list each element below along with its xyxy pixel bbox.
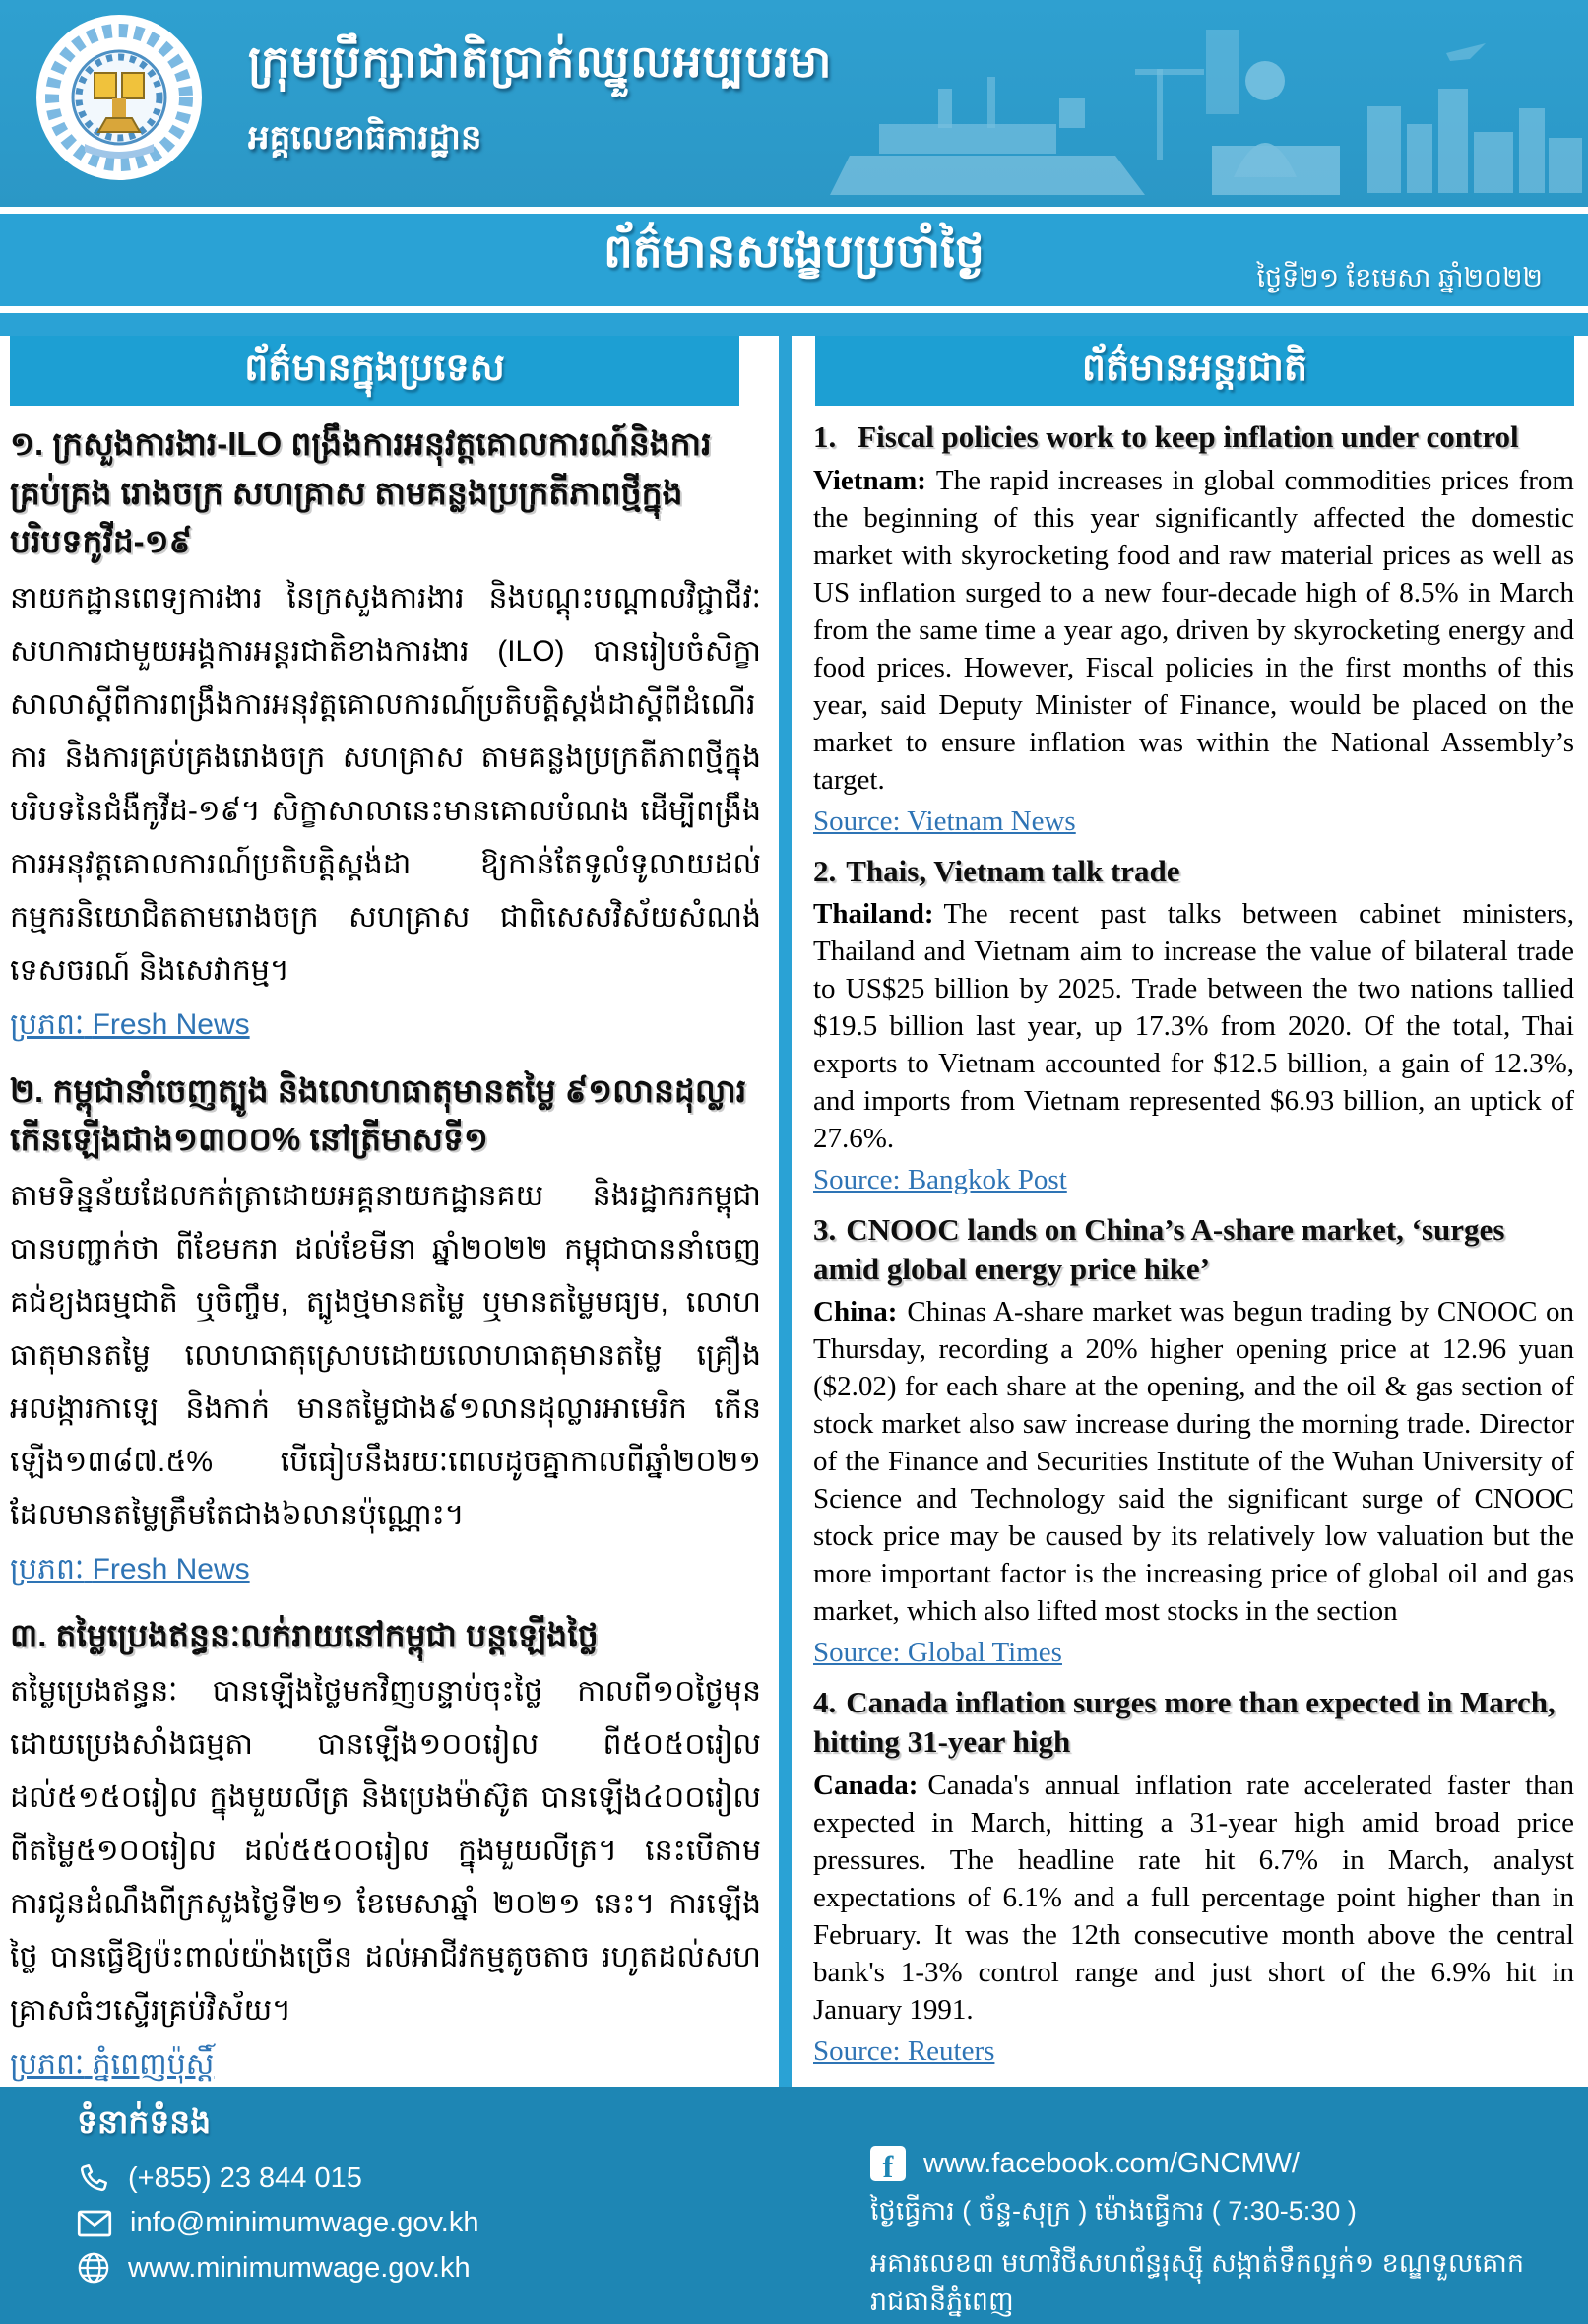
international-column-header: ព័ត៌មានអន្តរជាតិ <box>815 336 1574 406</box>
banner-date: ថ្ងៃទី២១ ខែមេសា ឆ្នាំ២០២២ <box>1256 263 1543 292</box>
article-title <box>813 1210 1574 1288</box>
main-content <box>0 336 1588 2087</box>
email-icon <box>77 2209 112 2238</box>
org-name-line2: អគ្គលេខាធិការដ្ឋាន <box>248 119 482 157</box>
article-title-text: Fiscal policies work to keep inflation under control <box>858 420 1519 454</box>
banner-bottom-strip <box>0 313 1588 336</box>
article-title-text: CNOOC lands on China’s A-share market, ‘surges amid global energy price hike’ <box>813 1212 1505 1286</box>
article-body <box>813 1768 1574 2030</box>
article-lead: China: <box>813 1296 898 1328</box>
article-title <box>813 1683 1574 1761</box>
article-body <box>813 896 1574 1158</box>
source-name: Fresh News <box>92 1007 250 1041</box>
source-link[interactable]: Source: Vietnam News <box>813 805 1076 837</box>
domestic-article-3 <box>10 1611 761 2088</box>
separator-line <box>0 207 1588 214</box>
article-title: ២. កម្ពុជានាំចេញត្បូង និងលោហធាតុមានតម្លៃ ៩១លានដុល្លារ កើនឡើងជាង១៣០០% នៅត្រីមាសទី១ <box>10 1071 747 1157</box>
separator-line <box>0 306 1588 313</box>
globe-icon <box>77 2251 110 2285</box>
contact-footer <box>0 2087 1588 2324</box>
article-body-text: The rapid increases in global commodities prices from the beginning of this year significantly affected the domestic market with skyrocketing food and raw material prices as well as US inflation surged to a new four-decade high of 8.5% in March from the same time a year ago, driven by skyrocketing energy and food prices. However, Fiscal policies in the first months of this year, said Deputy Minister of Finance, would be placed on the market to ensure inflation was within the National Assembly’s target. <box>813 464 1574 796</box>
article-title-text: Canada inflation surges more than expected in March, hitting 31-year high <box>813 1685 1556 1759</box>
facebook-row <box>870 2146 1568 2184</box>
article-body-text: The recent past talks between cabinet ministers, Thailand and Vietnam aim to increase the value of bilateral trade to US$25 billion by 2025. Trade between the two nations tallied $19.5 billion last year, up 17.3% from 2020. Of the total, Thai exports to Vietnam accounted for $12.5 billion, a gain of 12.3%, and imports from Vietnam represented $6.93 billion, an uptick of 27.6%. <box>813 898 1574 1155</box>
working-hours: ថ្ងៃធ្វើការ ( ច័ន្ទ-សុក្រ ) ម៉ោងធ្វើការ ( 7:30-5:30 ) <box>870 2196 1357 2226</box>
article-body: នាយកដ្ឋានពេទ្យការងារ នៃក្រសួងការងារ និងបណ្តុះបណ្តាលវិជ្ជាជីវៈ សហការជាមួយអង្គការអន្តរជាតិខាងការងារ (ILO) បានរៀបចំសិក្ខាសាលាស្តីពីការពង្រឹងការអនុវត្តគោលការណ៍ប្រតិបត្តិស្តង់ដាស្តីពីដំណើរការ និងការគ្រប់គ្រងរោងចក្រ សហគ្រាស តាមគន្លងប្រក្រតីភាពថ្មីក្នុងបរិបទនៃជំងឺកូវីដ-១៩។ សិក្ខាសាលានេះមានគោលបំណង ដើម្បីពង្រឹងការអនុវត្តគោលការណ៍ប្រតិបត្តិស្តង់ដា ឱ្យកាន់តែទូលំទូលាយដល់កម្មករនិយោជិតតាមរោងចក្រ សហគ្រាស ជាពិសេសវិស័យសំណង់ ទេសចរណ៍ និងសេវាកម្ម។ <box>10 581 761 987</box>
source-link[interactable] <box>10 1005 250 1049</box>
phone-row <box>77 2162 794 2195</box>
international-article-4 <box>813 1683 1574 2069</box>
article-title: ១. ក្រសួងការងារ-ILO ពង្រឹងការអនុវត្តគោលការណ៍និងការគ្រប់គ្រង រោងចក្រ សហគ្រាស តាមគន្លងប្រក្រតីភាពថ្មីក្នុងបរិបទកូវីដ-១៩ <box>10 425 712 559</box>
source-link[interactable]: Source: Bangkok Post <box>813 1164 1067 1196</box>
article-title <box>813 418 1574 457</box>
source-link[interactable] <box>10 1550 250 1593</box>
footer-contact-block <box>0 2087 794 2324</box>
article-lead: Vietnam: <box>813 464 926 496</box>
domestic-article-2 <box>10 1066 761 1597</box>
domestic-article-1 <box>10 420 761 1053</box>
source-link[interactable]: Source: Global Times <box>813 1637 1062 1669</box>
article-title: ៣. តម្លៃប្រេងឥន្ធនៈលក់រាយនៅកម្ពុជា បន្តឡើងថ្លៃ <box>10 1616 599 1653</box>
phone-number: (+855) 23 844 015 <box>128 2162 362 2194</box>
newsletter-header <box>0 0 1588 207</box>
emblem-icon <box>33 12 205 183</box>
banner-title: ព័ត៌មានសង្ខេបប្រចាំថ្ងៃ <box>603 225 985 277</box>
source-prefix: ប្រភពៈ <box>10 2048 85 2081</box>
international-article-2 <box>813 852 1574 1199</box>
office-address: អគារលេខ៣ មហាវិថីសហព័ន្ធរុស្ស៊ី សង្កាត់ទឹកល្អក់១ ខណ្ឌទួលគោក រាជធានីភ្នំពេញ <box>870 2248 1525 2316</box>
article-body: តាមទិន្នន័យដែលកត់ត្រាដោយអគ្គនាយកដ្ឋានគយ និងរដ្ឋាករកម្ពុជា បានបញ្ជាក់ថា ពីខែមករា ដល់ខែមីនា ឆ្នាំ២០២២ កម្ពុជាបាននាំចេញ គជ់ខ្យងធម្មជាតិ ឬចិញ្ចឹម, ត្បូងថ្មមានតម្លៃ ឬមានតម្លៃមធ្យម, លោហធាតុមានតម្លៃ លោហធាតុស្រោបដោយលោហធាតុមានតម្លៃ គ្រឿងអលង្ការកាឡេ និងកាក់ មានតម្លៃជាង៩១លានដុល្លារអាមេរិក កើនឡើង១៣៨៧.៥% បើធៀបនឹងរយៈពេលដូចគ្នាកាលពីឆ្នាំ២០២១ ដែលមានតម្លៃត្រឹមតែជាង៦លានប៉ុណ្ណោះ។ <box>10 1179 761 1531</box>
article-number: 2. <box>813 853 837 888</box>
source-name: ភ្នំពេញប៉ុស្តិ៍ <box>92 2048 215 2081</box>
article-body <box>813 1294 1574 1631</box>
organization-name <box>248 33 832 165</box>
source-prefix: ប្រភពៈ <box>10 1552 85 1585</box>
column-divider <box>779 336 792 2087</box>
article-title-text: Thais, Vietnam talk trade <box>846 853 1180 888</box>
article-number: 4. <box>813 1685 837 1720</box>
international-news-column <box>792 336 1588 2087</box>
article-lead: Thailand: <box>813 898 934 931</box>
article-body: តម្លៃប្រេងឥន្ធនៈ បានឡើងថ្លៃមកវិញបន្ទាប់ចុះថ្លៃ កាលពី១០ថ្ងៃមុន ដោយប្រេងសាំងធម្មតា បានឡើង១០០រៀល ពី៥០៥០រៀល ដល់៥១៥០រៀល ក្នុងមួយលីត្រ និងប្រេងម៉ាស៊ូត បានឡើង៤០០រៀល ពីតម្លៃ៥១០០រៀល ដល់៥៥០០រៀល ក្នុងមួយលីត្រ។ នេះបើតាមការជូនដំណឹងពីក្រសួងថ្ងៃទី២១ ខែមេសាឆ្នាំ ២០២១ នេះ។ ការឡើងថ្លៃ បានធ្វើឱ្យប៉ះពាល់យ៉ាងច្រើន ដល់អាជីវកម្មតូចតាច រហូតដល់សហគ្រាសធំៗស្ទើរគ្រប់វិស័យ។ <box>10 1675 761 2027</box>
contact-title: ទំនាក់ទំនង <box>77 2103 212 2140</box>
website-url[interactable]: www.minimumwage.gov.kh <box>128 2251 471 2284</box>
email-address[interactable]: info@minimumwage.gov.kh <box>130 2207 479 2238</box>
article-body <box>813 463 1574 800</box>
article-body-text: Canada's annual inflation rate accelerated faster than expected in March, hitting a 31-year high amid broad price pressures. The headline rate hit 6.7% in March, analyst expectations of 6.1% and a full percentage point higher than in February. It was the 12th consecutive month above the central bank's 1-3% control range and just short of the 6.9% hit in January 1991. <box>813 1769 1574 2026</box>
article-number: 1. <box>813 420 837 454</box>
domestic-news-column <box>0 336 779 2087</box>
source-link[interactable] <box>10 2045 214 2087</box>
facebook-url[interactable]: www.facebook.com/GNCMW/ <box>923 2147 1300 2179</box>
source-prefix: ប្រភពៈ <box>10 1007 85 1041</box>
domestic-column-header: ព័ត៌មានក្នុងប្រទេស <box>10 336 739 406</box>
header-city-ship-art <box>820 30 1588 207</box>
article-title <box>813 852 1574 891</box>
international-article-3 <box>813 1210 1574 1671</box>
phone-icon <box>77 2162 110 2195</box>
org-name-line1: ក្រុមប្រឹក្សាជាតិប្រាក់ឈ្នួលអប្បបរមា <box>248 36 833 87</box>
ministry-emblem-logo <box>33 12 205 183</box>
facebook-icon: f <box>870 2146 906 2181</box>
international-article-1 <box>813 418 1574 840</box>
source-link[interactable]: Source: Reuters <box>813 2034 995 2067</box>
article-number: 3. <box>813 1212 837 1248</box>
article-lead: Canada: <box>813 1769 919 1801</box>
article-body-text: Chinas A-share market was begun trading by CNOOC on Thursday, recording a 20% higher opening price at 12.96 yuan ($2.02) for each share at the opening, and the oil & gas section of stock market also saw increase during the morning trade. Director of the Finance and Securities Institute of the Wuhan University of Science and Technology said the significant surge of CNOOC stock price may be caused by its relatively low valuation but the more important factor is the increasing price of global oil and gas market, which also lifted most stocks in the section <box>813 1296 1574 1628</box>
website-row <box>77 2251 794 2285</box>
daily-summary-banner <box>0 214 1588 306</box>
footer-social-block <box>794 2087 1588 2324</box>
email-row <box>77 2207 794 2239</box>
source-name: Fresh News <box>92 1552 250 1585</box>
